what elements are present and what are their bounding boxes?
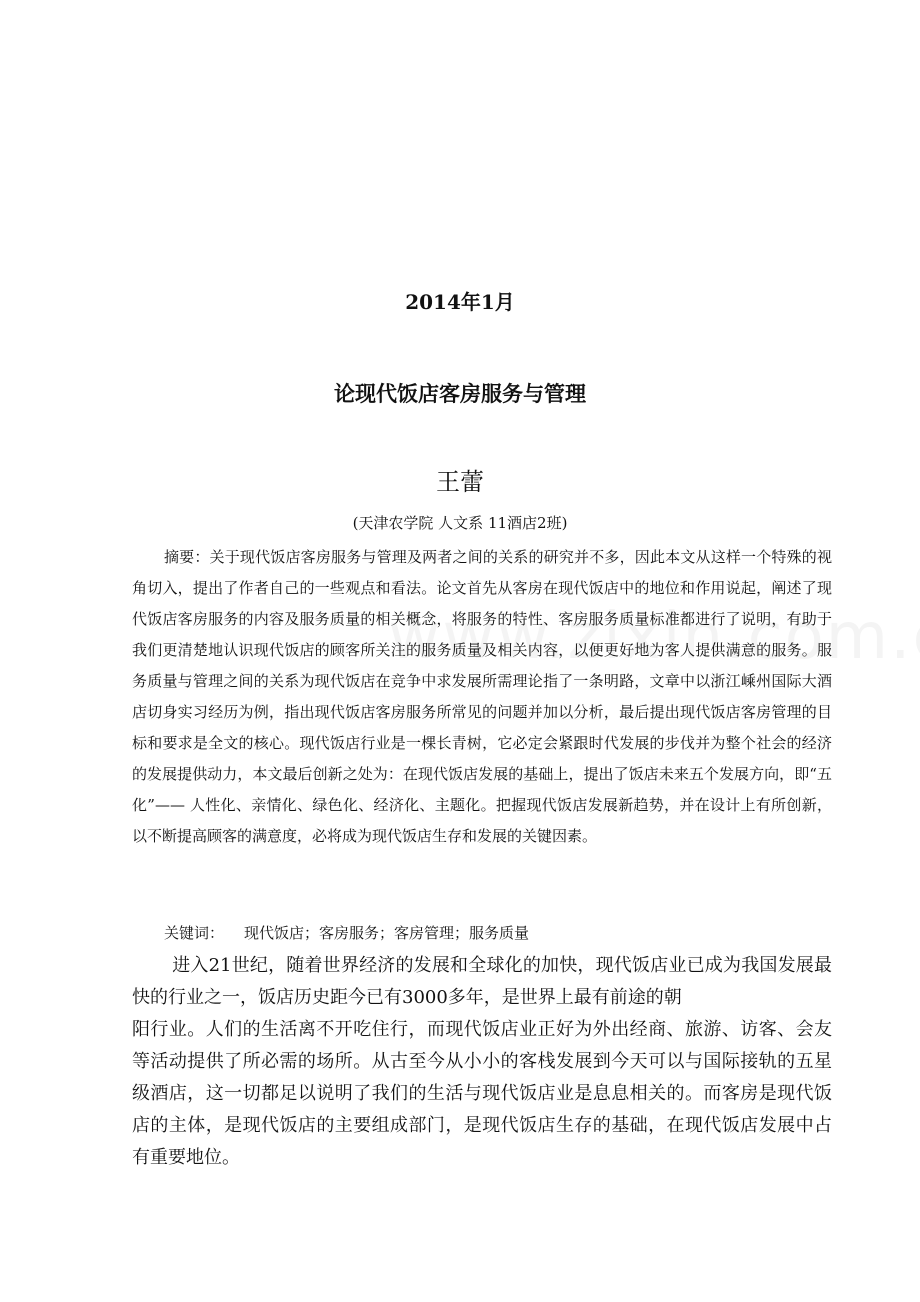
keywords-line [164, 918, 529, 949]
body-line-first: 进入21世纪，随着世界经济的发展和全球化的加快，现代饭店业已成为我国发展最快的行业之一，饭店历史距今已有3000多年，是世界上最有前途的朝 [132, 955, 832, 1008]
document-title: 论现代饭店客房服务与管理 [334, 382, 586, 406]
author-name: 王蕾 [436, 468, 484, 496]
keywords-label: 关键词： [164, 924, 225, 942]
keywords-text: 现代饭店；客房服务；客房管理；服务质量 [244, 924, 530, 942]
body-line-rest: 阳行业。人们的生活离不开吃住行，而现代饭店业正好为外出经商、旅游、访客、会友等活动提供了所必需的场所。从古至今从小小的客栈发展到今天可以与国际接轨的五星级酒店，这一切都足以说明了我们的生活与现代饭店业是息息相关的。而客房是现代饭店的主体，是现代饭店的主要组成部门，是现代饭店生存的基础，在现代饭店发展中占有重要地位。 [132, 1019, 832, 1168]
abstract-paragraph: 摘要：关于现代饭店客房服务与管理及两者之间的关系的研究并不多，因此本文从这样一个特殊的视角切入，提出了作者自己的一些观点和看法。论文首先从客房在现代饭店中的地位和作用说起，阐述了现代饭店客房服务的内容及服务质量的相关概念，将服务的特性、客房服务质量标准都进行了说明，有助于我们更清楚地认识现代饭店的顾客所关注的服务质量及相关内容，以便更好地为客人提供满意的服务。服务质量与管理之间的关系为现代饭店在竞争中求发展所需理论指了一条明路，文章中以浙江嵊州国际大酒店切身实习经历为例，指出现代饭店客房服务所常见的问题并加以分析，最后提出现代饭店客房管理的目标和要求是全文的核心。现代饭店行业是一棵长青树，它必定会紧跟时代发展的步伐并为整个社会的经济的发展提供动力，本文最后创新之处为：在现代饭店发展的基础上，提出了饭店未来五个发展方向，即“五化”—— 人性化、亲情化、绿色化、经济化、主题化。把握现代饭店发展新趋势，并在设计上有所创新，以不断提高顾客的满意度，必将成为现代饭店生存和发展的关键因素。 [132, 548, 832, 845]
document-date: 2014年1月 [405, 290, 515, 314]
body-paragraph [132, 950, 832, 1174]
author-affiliation: (天津农学院 人文系 11酒店2班) [352, 514, 568, 532]
